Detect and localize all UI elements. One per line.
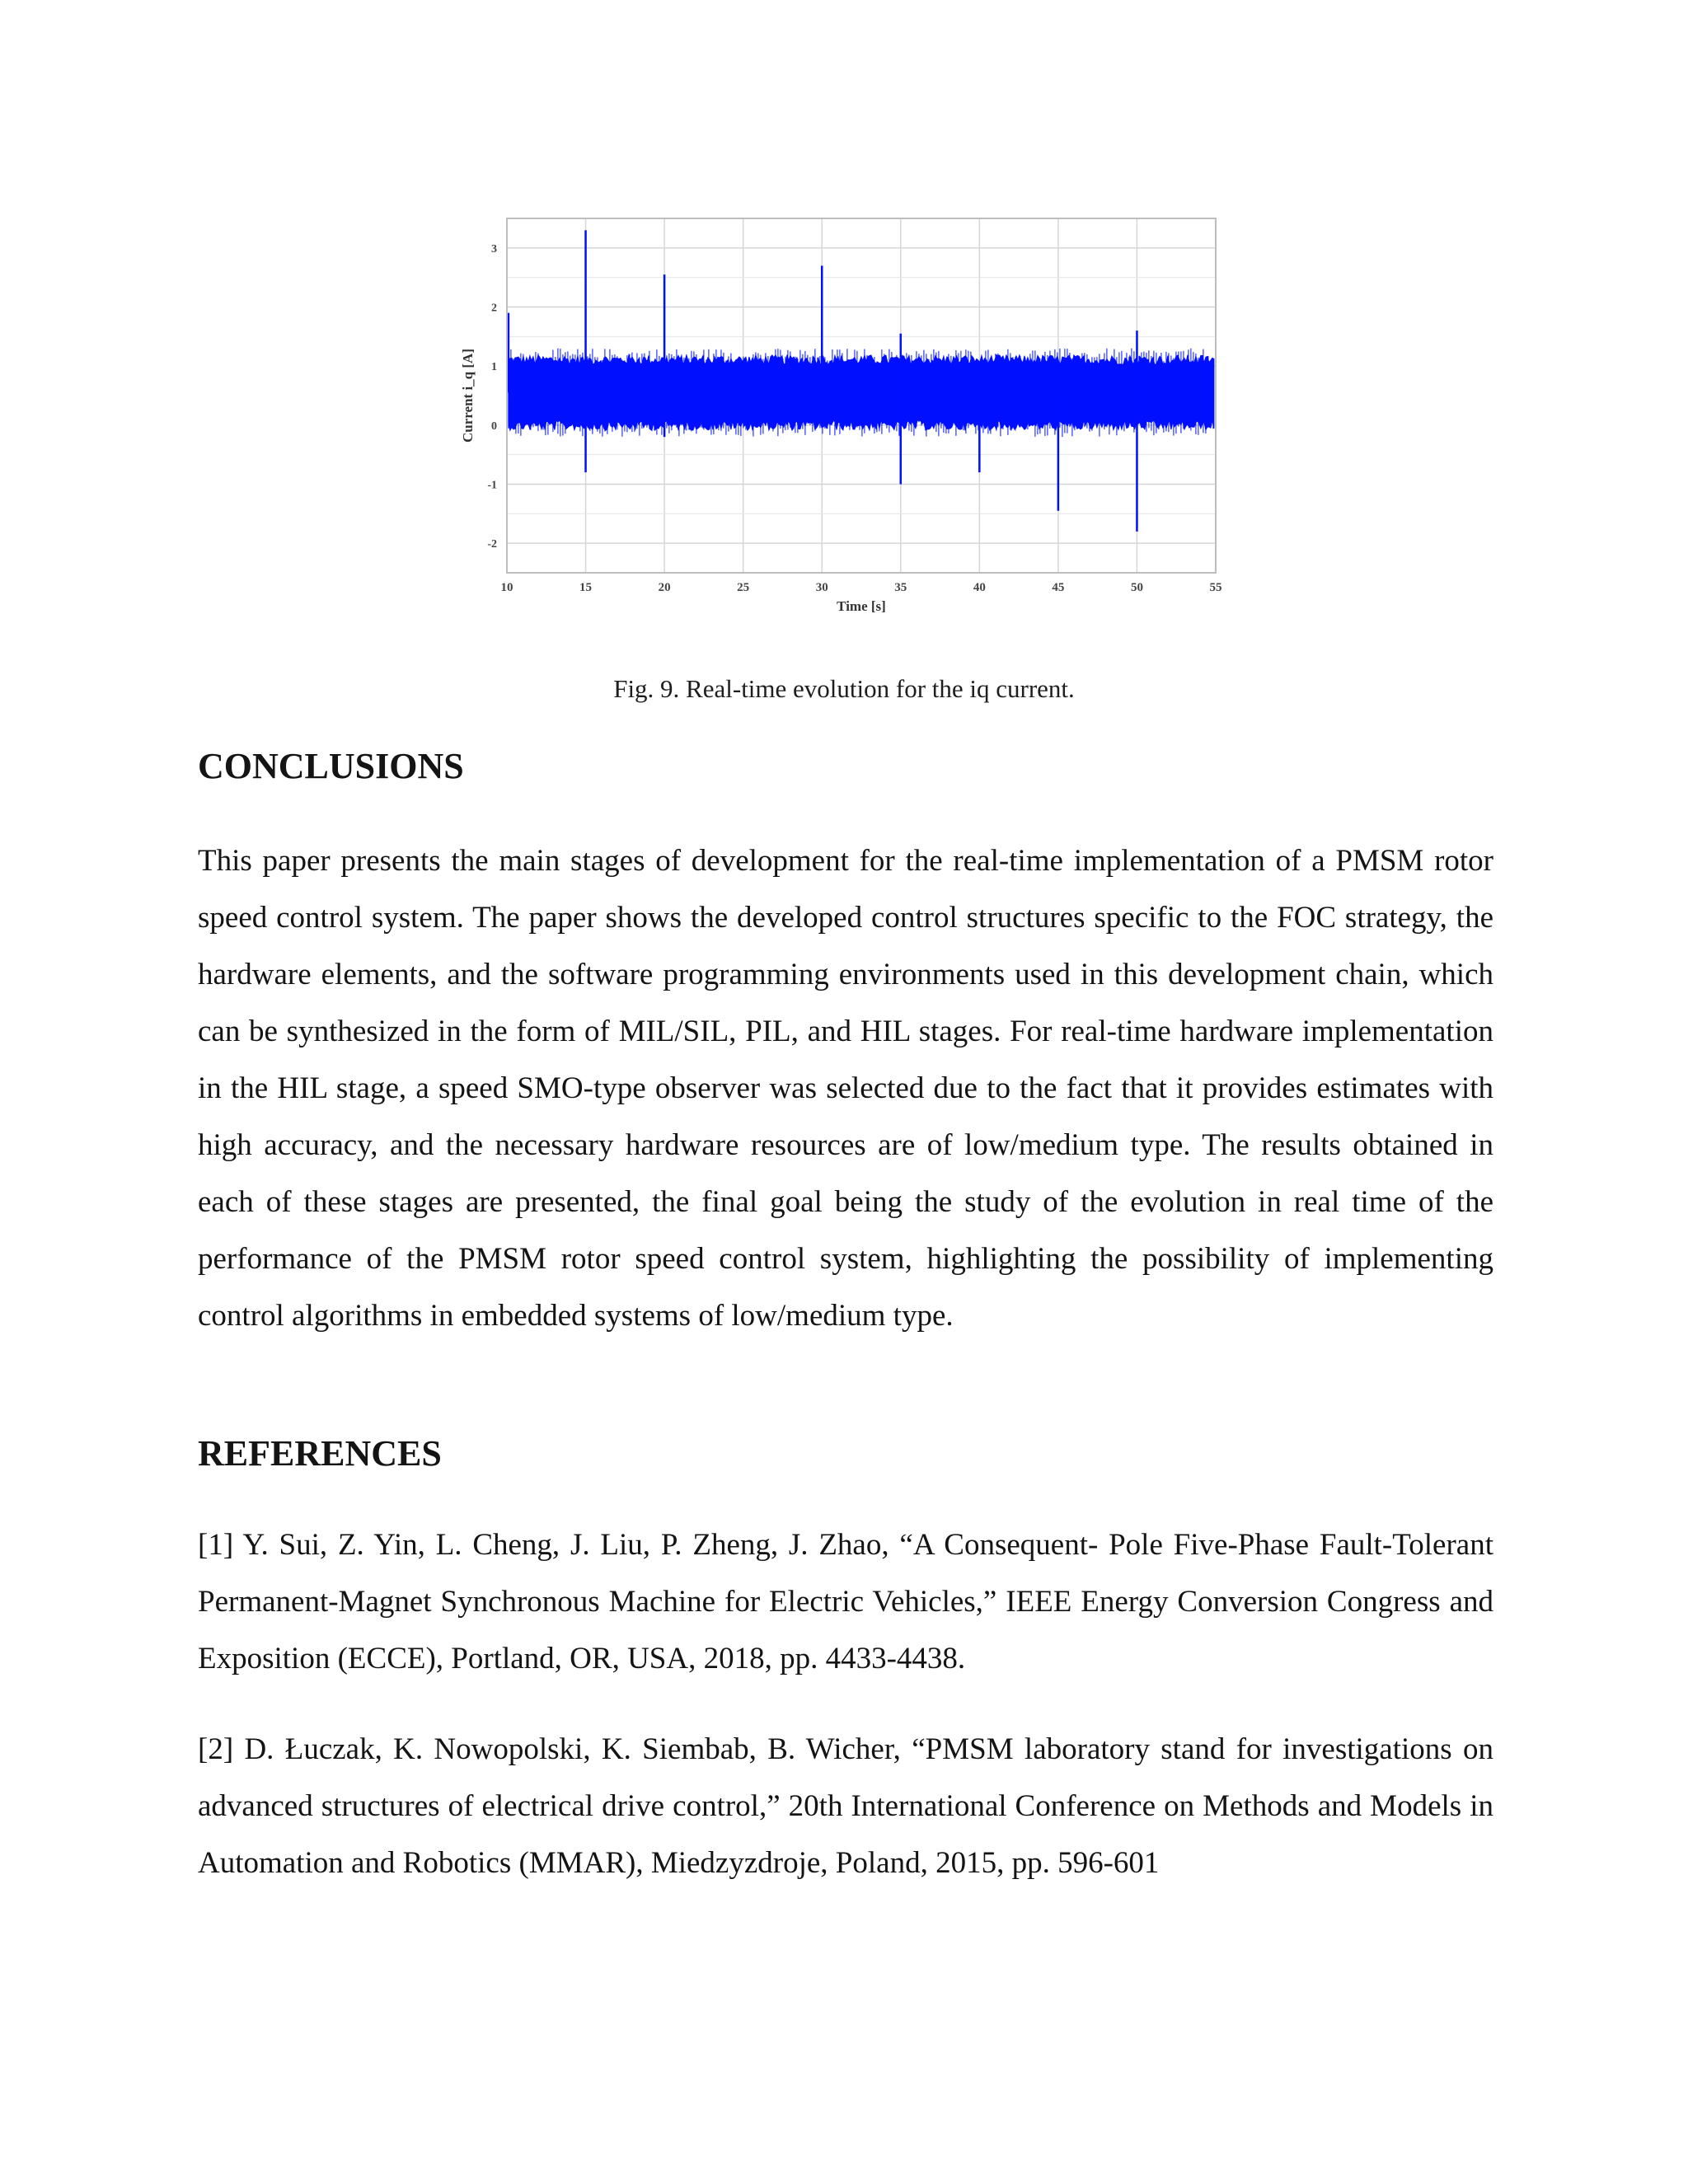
x-tick-labels [501,581,1222,594]
y-tick-labels [487,243,497,551]
y-tick-label: -1 [487,479,497,492]
figure-iq-current [457,210,1249,630]
x-tick-label: 45 [1052,581,1065,594]
x-tick-label: 20 [658,581,671,594]
y-tick-label: 3 [491,242,497,255]
x-tick-label: 50 [1130,581,1143,594]
x-tick-label: 25 [737,581,750,594]
y-tick-label: 0 [491,419,497,433]
conclusions-heading: CONCLUSIONS [198,746,464,786]
y-tick-label: 1 [491,361,497,374]
x-tick-label: 40 [973,581,986,594]
x-axis-label: Time [s] [837,598,886,614]
conclusions-paragraph: This paper presents the main stages of development for the real-time implementation of a PMSM rotor speed control system. The paper shows the developed control structures specific to the FOC strategy, the hardware elements, and the software programming environments used in this development chain, which can be synthesized in the form of MIL/SIL, PIL, and HIL stages. For real-time hardware implementation in the HIL stage, a speed SMO-type observer was selected due to the fact that it provides estimates with high accuracy, and the necessary hardware resources are of low/medium type. The results obtained in each of these stages are presented, the final goal being the study of the evolution in real time of the performance of the PMSM rotor speed control system, highlighting the possibility of implementing control algorithms in embedded systems of low/medium type. [198,844,1493,1333]
x-tick-label: 10 [500,581,513,594]
current-band-area [509,355,1214,431]
x-tick-label: 30 [815,581,828,594]
y-tick-label: 2 [491,302,497,315]
x-tick-label: 55 [1209,581,1222,594]
x-tick-label: 15 [579,581,593,594]
y-axis-label: Current i_q [A] [460,349,476,443]
x-tick-label: 35 [894,581,907,594]
current-band [509,349,1214,438]
references-heading: REFERENCES [198,1433,442,1474]
figure-caption: Fig. 9. Real-time evolution for the iq current. [613,674,1075,703]
y-tick-label: -2 [487,538,497,551]
reference-item: [2] D. Łuczak, K. Nowopolski, K. Siembab, B. Wicher, “PMSM laboratory stand for investigations on advanced structures of electrical drive control,” 20th International Conference on Methods and Models in Automation and Robotics (MMAR), Miedzyzdroje, Poland, 2015, pp. 596-601 [198,1732,1493,1880]
reference-item: [1] Y. Sui, Z. Yin, L. Cheng, J. Liu, P. Zheng, J. Zhao, “A Consequent- Pole Five-Phase Fault-Tolerant Permanent-Magnet Synchronous Machine for Electric Vehicles,” IEEE Energy Conversion Congress and Exposition (ECCE), Portland, OR, USA, 2018, pp. 4433-4438. [198,1528,1493,1675]
iq-current-chart [457,210,1249,630]
